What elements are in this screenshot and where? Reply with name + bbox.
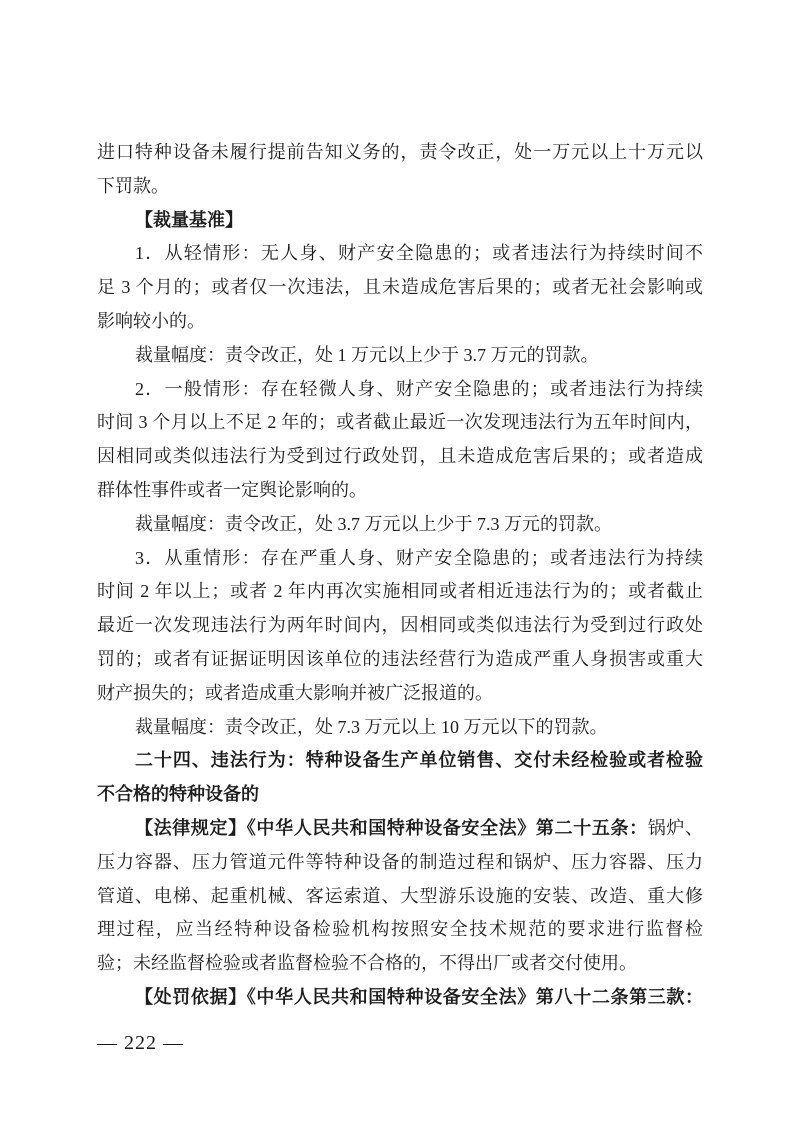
- text-segment: 因相同或类似违法行为受到过行政处罚，且未造成危害后果的；或者造成: [97, 446, 703, 467]
- document-body: [97, 136, 703, 1015]
- bold-text-segment: 【裁量基准】: [135, 209, 243, 230]
- text-segment: 下罚款。: [97, 175, 169, 196]
- bold-text-segment: 【法律规定】《中华人民共和国特种设备安全法》第二十五条：: [135, 817, 648, 838]
- text-segment: 最近一次发现违法行为两年时间内，因相同或类似违法行为受到过行政处: [97, 615, 703, 636]
- text-line: [97, 846, 703, 880]
- text-segment: 理过程，应当经特种设备检验机构按照安全技术规范的要求进行监督检: [97, 919, 703, 940]
- text-segment: 影响较小的。: [97, 310, 205, 331]
- paragraph-heading-violation-24: [97, 744, 703, 812]
- text-line: [97, 339, 703, 373]
- paragraph-continuation-import-equipment-penalty: [97, 136, 703, 204]
- text-segment: 群体性事件或者一定舆论影响的。: [97, 479, 367, 500]
- text-line: [97, 170, 703, 204]
- text-segment: 3．从重情形：存在严重人身、财产安全隐患的；或者违法行为持续: [135, 547, 703, 568]
- text-line: [97, 575, 703, 609]
- text-line: [97, 947, 703, 981]
- text-line: [97, 373, 703, 407]
- bold-text-segment: 不合格的特种设备的: [97, 784, 259, 805]
- text-line: [97, 812, 703, 846]
- paragraph-item-3-severe-circumstances: [97, 542, 703, 711]
- text-line: [97, 474, 703, 508]
- text-segment: 时间 2 年以上；或者 2 年内再次实施相同或者相近违法行为的；或者截止: [97, 581, 703, 602]
- text-segment: 进口特种设备未履行提前告知义务的，责令改正，处一万元以上十万元以: [97, 142, 703, 162]
- paragraph-heading-discretion-benchmark: [97, 204, 703, 238]
- bold-text-segment: 【处罚依据】《中华人民共和国特种设备安全法》第八十二条第三款：: [135, 986, 703, 1007]
- text-line: [97, 136, 703, 170]
- text-line: [97, 237, 703, 271]
- text-segment: 裁量幅度：责令改正，处 7.3 万元以上 10 万元以下的罚款。: [135, 716, 608, 737]
- text-line: [97, 744, 703, 778]
- text-line: [97, 406, 703, 440]
- text-line: [97, 305, 703, 339]
- paragraph-legal-provision-article-25: [97, 812, 703, 981]
- text-line: [97, 643, 703, 677]
- text-line: [97, 711, 703, 745]
- text-line: [97, 542, 703, 576]
- paragraph-discretion-range-3: [97, 711, 703, 745]
- bold-text-segment: 二十四、违法行为：特种设备生产单位销售、交付未经检验或者检验: [135, 750, 703, 771]
- text-segment: 裁量幅度：责令改正，处 1 万元以上少于 3.7 万元的罚款。: [135, 344, 599, 365]
- text-line: [97, 204, 703, 238]
- text-line: [97, 880, 703, 914]
- text-segment: 2．一般情形：存在轻微人身、财产安全隐患的；或者违法行为持续: [135, 378, 703, 399]
- text-segment: 时间 3 个月以上不足 2 年的；或者截止最近一次发现违法行为五年时间内，: [97, 412, 703, 433]
- paragraph-item-1-lenient-circumstances: [97, 237, 703, 338]
- text-line: [97, 913, 703, 947]
- paragraph-penalty-basis-article-82-clause-3: [97, 981, 703, 1015]
- text-segment: 锅炉、: [647, 817, 704, 838]
- text-segment: 验；未经监督检验或者监督检验不合格的，不得出厂或者交付使用。: [97, 953, 637, 974]
- text-segment: 压力容器、压力管道元件等特种设备的制造过程和锅炉、压力容器、压力: [97, 851, 703, 872]
- text-line: [97, 271, 703, 305]
- text-segment: 足 3 个月的；或者仅一次违法，且未造成危害后果的；或者无社会影响或: [97, 277, 703, 298]
- text-segment: 财产损失的；或者造成重大影响并被广泛报道的。: [97, 682, 493, 703]
- text-segment: 管道、电梯、起重机械、客运索道、大型游乐设施的安装、改造、重大修: [97, 885, 703, 906]
- page-number: — 222 —: [97, 1032, 184, 1054]
- paragraph-item-2-general-circumstances: [97, 373, 703, 508]
- text-segment: 1．从轻情形：无人身、财产安全隐患的；或者违法行为持续时间不: [135, 243, 703, 264]
- text-line: [97, 981, 703, 1015]
- paragraph-discretion-range-1: [97, 339, 703, 373]
- text-line: [97, 440, 703, 474]
- text-segment: 裁量幅度：责令改正，处 3.7 万元以上少于 7.3 万元的罚款。: [135, 513, 612, 534]
- text-line: [97, 778, 703, 812]
- text-line: [97, 508, 703, 542]
- text-line: [97, 677, 703, 711]
- paragraph-discretion-range-2: [97, 508, 703, 542]
- text-line: [97, 609, 703, 643]
- text-segment: 罚的；或者有证据证明因该单位的违法经营行为造成严重人身损害或重大: [97, 648, 703, 669]
